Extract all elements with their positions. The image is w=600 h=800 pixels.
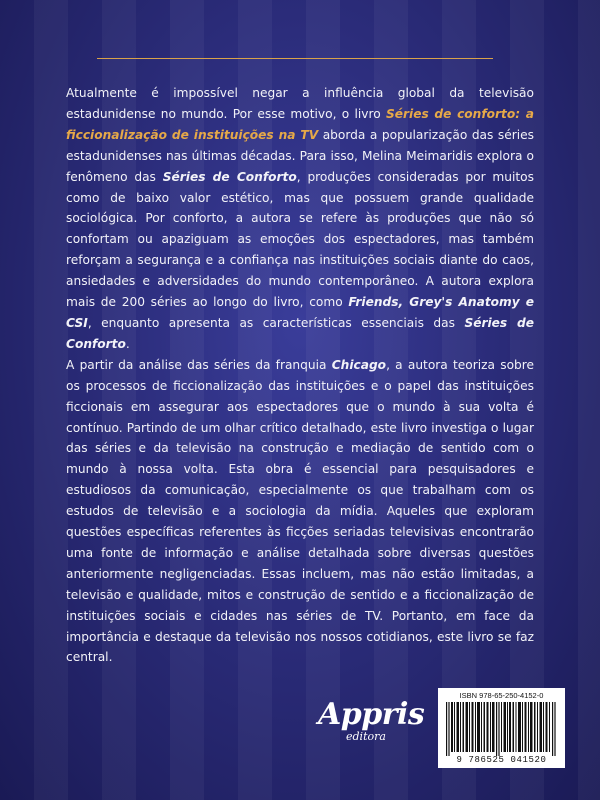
blurb-text: , a autora teoriza sobre os processos de ficcionalização das instituições e o papel das instituições ficcionais em assegurar aos espectadores que o mundo à sua volta é contínuo. Partindo de um olhar crítico detalhado, este livro investiga o lugar das séries e da televisão na construção e mediação de sentido com o mundo à nossa volta. Esta obra é essencial para pesquisadores e estudiosos da comunicação, especialmente os que trabalham com os estudos de televisão e a sociologia da mídia. Aqueles que exploram questões específicas referentes às ficções seriadas televisivas encontrarão uma fonte de informação e análise detalhada sobre diversas questões anteriormente negligenciadas. Essas incluem, mas não estão limitadas, a televisão e qualidade, mitos e construção de sentido e a ficcionalização de instituições sociais e cidades nas séries de TV. Portanto, em face da importância e destaque da televisão nos nossos cotidianos, este livro se faz central.	[66, 357, 534, 665]
top-divider-line	[97, 58, 493, 59]
barcode-icon	[446, 702, 557, 756]
blurb-text: Atualmente é impossível negar a influência global da televisão estadunidense no mundo. Por esse motivo, o livro	[66, 86, 534, 121]
blurb-text: aborda a popularização das séries estadunidenses nas últimas décadas. Para isso, Melina Meimaridis explora o fenômeno das	[66, 127, 534, 184]
emphasis-series: Séries de Conforto	[162, 169, 297, 184]
back-cover-blurb	[66, 83, 534, 668]
book-title-highlight: Séries de conforto: a ficcionalização de instituições na TV	[66, 106, 534, 142]
barcode-digits: 9 786525 041520	[456, 755, 547, 765]
publisher-name: Appris	[318, 697, 425, 732]
emphasis-chicago: Chicago	[331, 357, 387, 372]
publisher-logo	[312, 697, 425, 749]
blurb-text: A partir da análise das séries da franquia	[66, 357, 332, 372]
emphasis-series: Séries de Conforto	[66, 315, 535, 351]
publisher-sub: editora	[346, 730, 386, 743]
blurb-text: , produções consideradas por muitos como de baixo valor estético, mas que possuem grande qualidade sociológica. Por conforto, a autora se refere às produções que não só confortam ou apaziguam as emoções dos espectadores, mas também reforçam a segurança e a confiança nas instituições sociais diante do caos, ansiedades e adversidades do mundo contemporâneo. A autora explora mais de 200 séries ao longo do livro, como	[66, 169, 534, 310]
isbn-label: ISBN 978-65-250-4152-0	[459, 691, 544, 700]
emphasis-shows: Friends, Grey's Anatomy e CSI	[66, 295, 534, 330]
barcode-panel	[438, 688, 565, 768]
blurb-text: , enquanto apresenta as características essenciais das	[87, 315, 465, 330]
blurb-text: .	[125, 336, 130, 351]
